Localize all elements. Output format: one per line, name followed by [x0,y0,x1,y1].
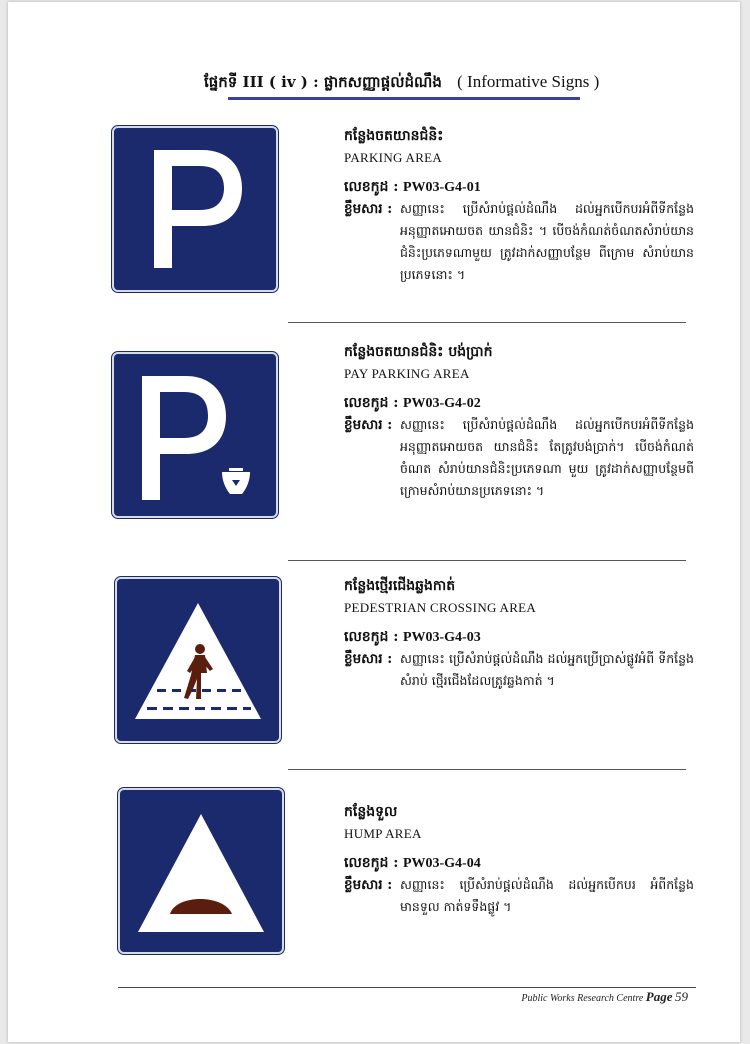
parking-p-icon [114,128,276,290]
sign-code: PW03-G4-02 [402,396,481,411]
sign-description-row [344,874,694,918]
sign-code: PW03-G4-01 [402,180,481,195]
header-underline [228,97,580,100]
sign-description: សញ្ញានេះ ប្រើសំរាប់ផ្តល់ដំណឹង ដល់អ្នកបើកបរ អំពីកន្លែងមានទួល កាត់ទទឹងផ្លូវ ។ [400,877,694,914]
sign-title-khmer: កន្លែងថ្មើរជើងឆ្លងកាត់ [344,578,456,594]
meaning-label: ខ្លឹមសារ : [344,651,393,667]
sign-code-row [344,392,694,414]
section-header [204,72,604,100]
section-divider [288,322,686,323]
code-label: លេខកូដ : [344,179,399,195]
sign-code-row [344,852,694,874]
sign-title-khmer: កន្លែងទួល [344,804,398,820]
section-divider [288,769,686,770]
sign-code: PW03-G4-04 [402,856,481,871]
page-number: 59 [675,989,688,1004]
pedestrian-crossing-sign [115,577,281,743]
sign-description: សញ្ញានេះ ប្រើសំរាប់ផ្តល់ដំណឹង ដល់អ្នកប្រើប្រាស់ផ្លូវអំពី ទីកន្លែងសំរាប់ ថ្មើរជើងដែលត្រូវឆ្លងកាត់ ។ [400,651,694,688]
speed-hump-icon [120,790,282,952]
sign-title-english: PARKING AREA [344,150,443,165]
sign-title-english: PEDESTRIAN CROSSING AREA [344,600,537,615]
meaning-label: ខ្លឹមសារ : [344,877,393,893]
code-label: លេខកូដ : [344,395,399,411]
sign-code-row [344,626,694,648]
section-title-english: ( Informative Signs ) [457,72,600,91]
footer-org: Public Works Research Centre [521,993,644,1004]
sign-description: សញ្ញានេះ ប្រើសំរាប់ផ្តល់ដំណឹង ដល់អ្នកបើកបរអំពីទីកន្លែងអនុញ្ញាតអោយចត យានជំនិះ តែត្រូវបង់ប្រាក់។ បើចង់កំណត់ចំណត សំរាប់យានជំនិះប្រភេទណា មួយ ត្រូវដាក់សញ្ញាបន្ថែមពីក្រោមសំរាប់យានប្រភេទនោះ ។ [400,417,694,498]
sign-description-row [344,414,694,502]
code-label: លេខកូដ : [344,855,399,871]
meaning-label: ខ្លឹមសារ : [344,201,393,217]
sign-description: សញ្ញានេះ ប្រើសំរាប់ផ្តល់ដំណឹង ដល់អ្នកបើកបរអំពីទីកន្លែងអនុញ្ញាតអោយចត យានជំនិះ ។ បើចង់កំណត់ចំណតសំរាប់យានជំនិះប្រភេទណាមួយ ត្រូវដាក់សញ្ញាបន្ថែម ពីក្រោម សំរាប់យានប្រភេទនោះ ។ [400,201,694,282]
hump-sign [118,788,284,954]
sign-entry-2 [344,340,694,502]
sign-code-row [344,176,694,198]
sign-entry-4 [344,800,694,918]
sign-title-khmer: កន្លែងចតយានជំនិះ [344,128,444,144]
code-label: លេខកូដ : [344,629,399,645]
section-divider [288,560,686,561]
section-title-khmer: ផ្នែកទី III ( iv ) : ផ្លាកសញ្ញាផ្តល់ដំណឹង [204,73,442,91]
sign-entry-3 [344,574,694,692]
meaning-label: ខ្លឹមសារ : [344,417,393,433]
page-footer [508,989,688,1005]
sign-title-khmer: កន្លែងចតយានជំនិះ បង់ប្រាក់ [344,344,493,360]
sign-code: PW03-G4-03 [402,630,481,645]
sign-entry-1 [344,124,694,286]
sign-title-english: HUMP AREA [344,826,422,841]
sign-description-row [344,648,694,692]
footer-page-label: Page [645,989,673,1004]
pay-parking-sign [112,352,278,518]
document-page [8,2,740,1042]
sign-title-english: PAY PARKING AREA [344,366,470,381]
parking-sign [112,126,278,292]
pedestrian-crossing-icon [117,579,279,741]
footer-rule [118,987,696,988]
sign-description-row [344,198,694,286]
pay-parking-meter-icon [114,354,276,516]
